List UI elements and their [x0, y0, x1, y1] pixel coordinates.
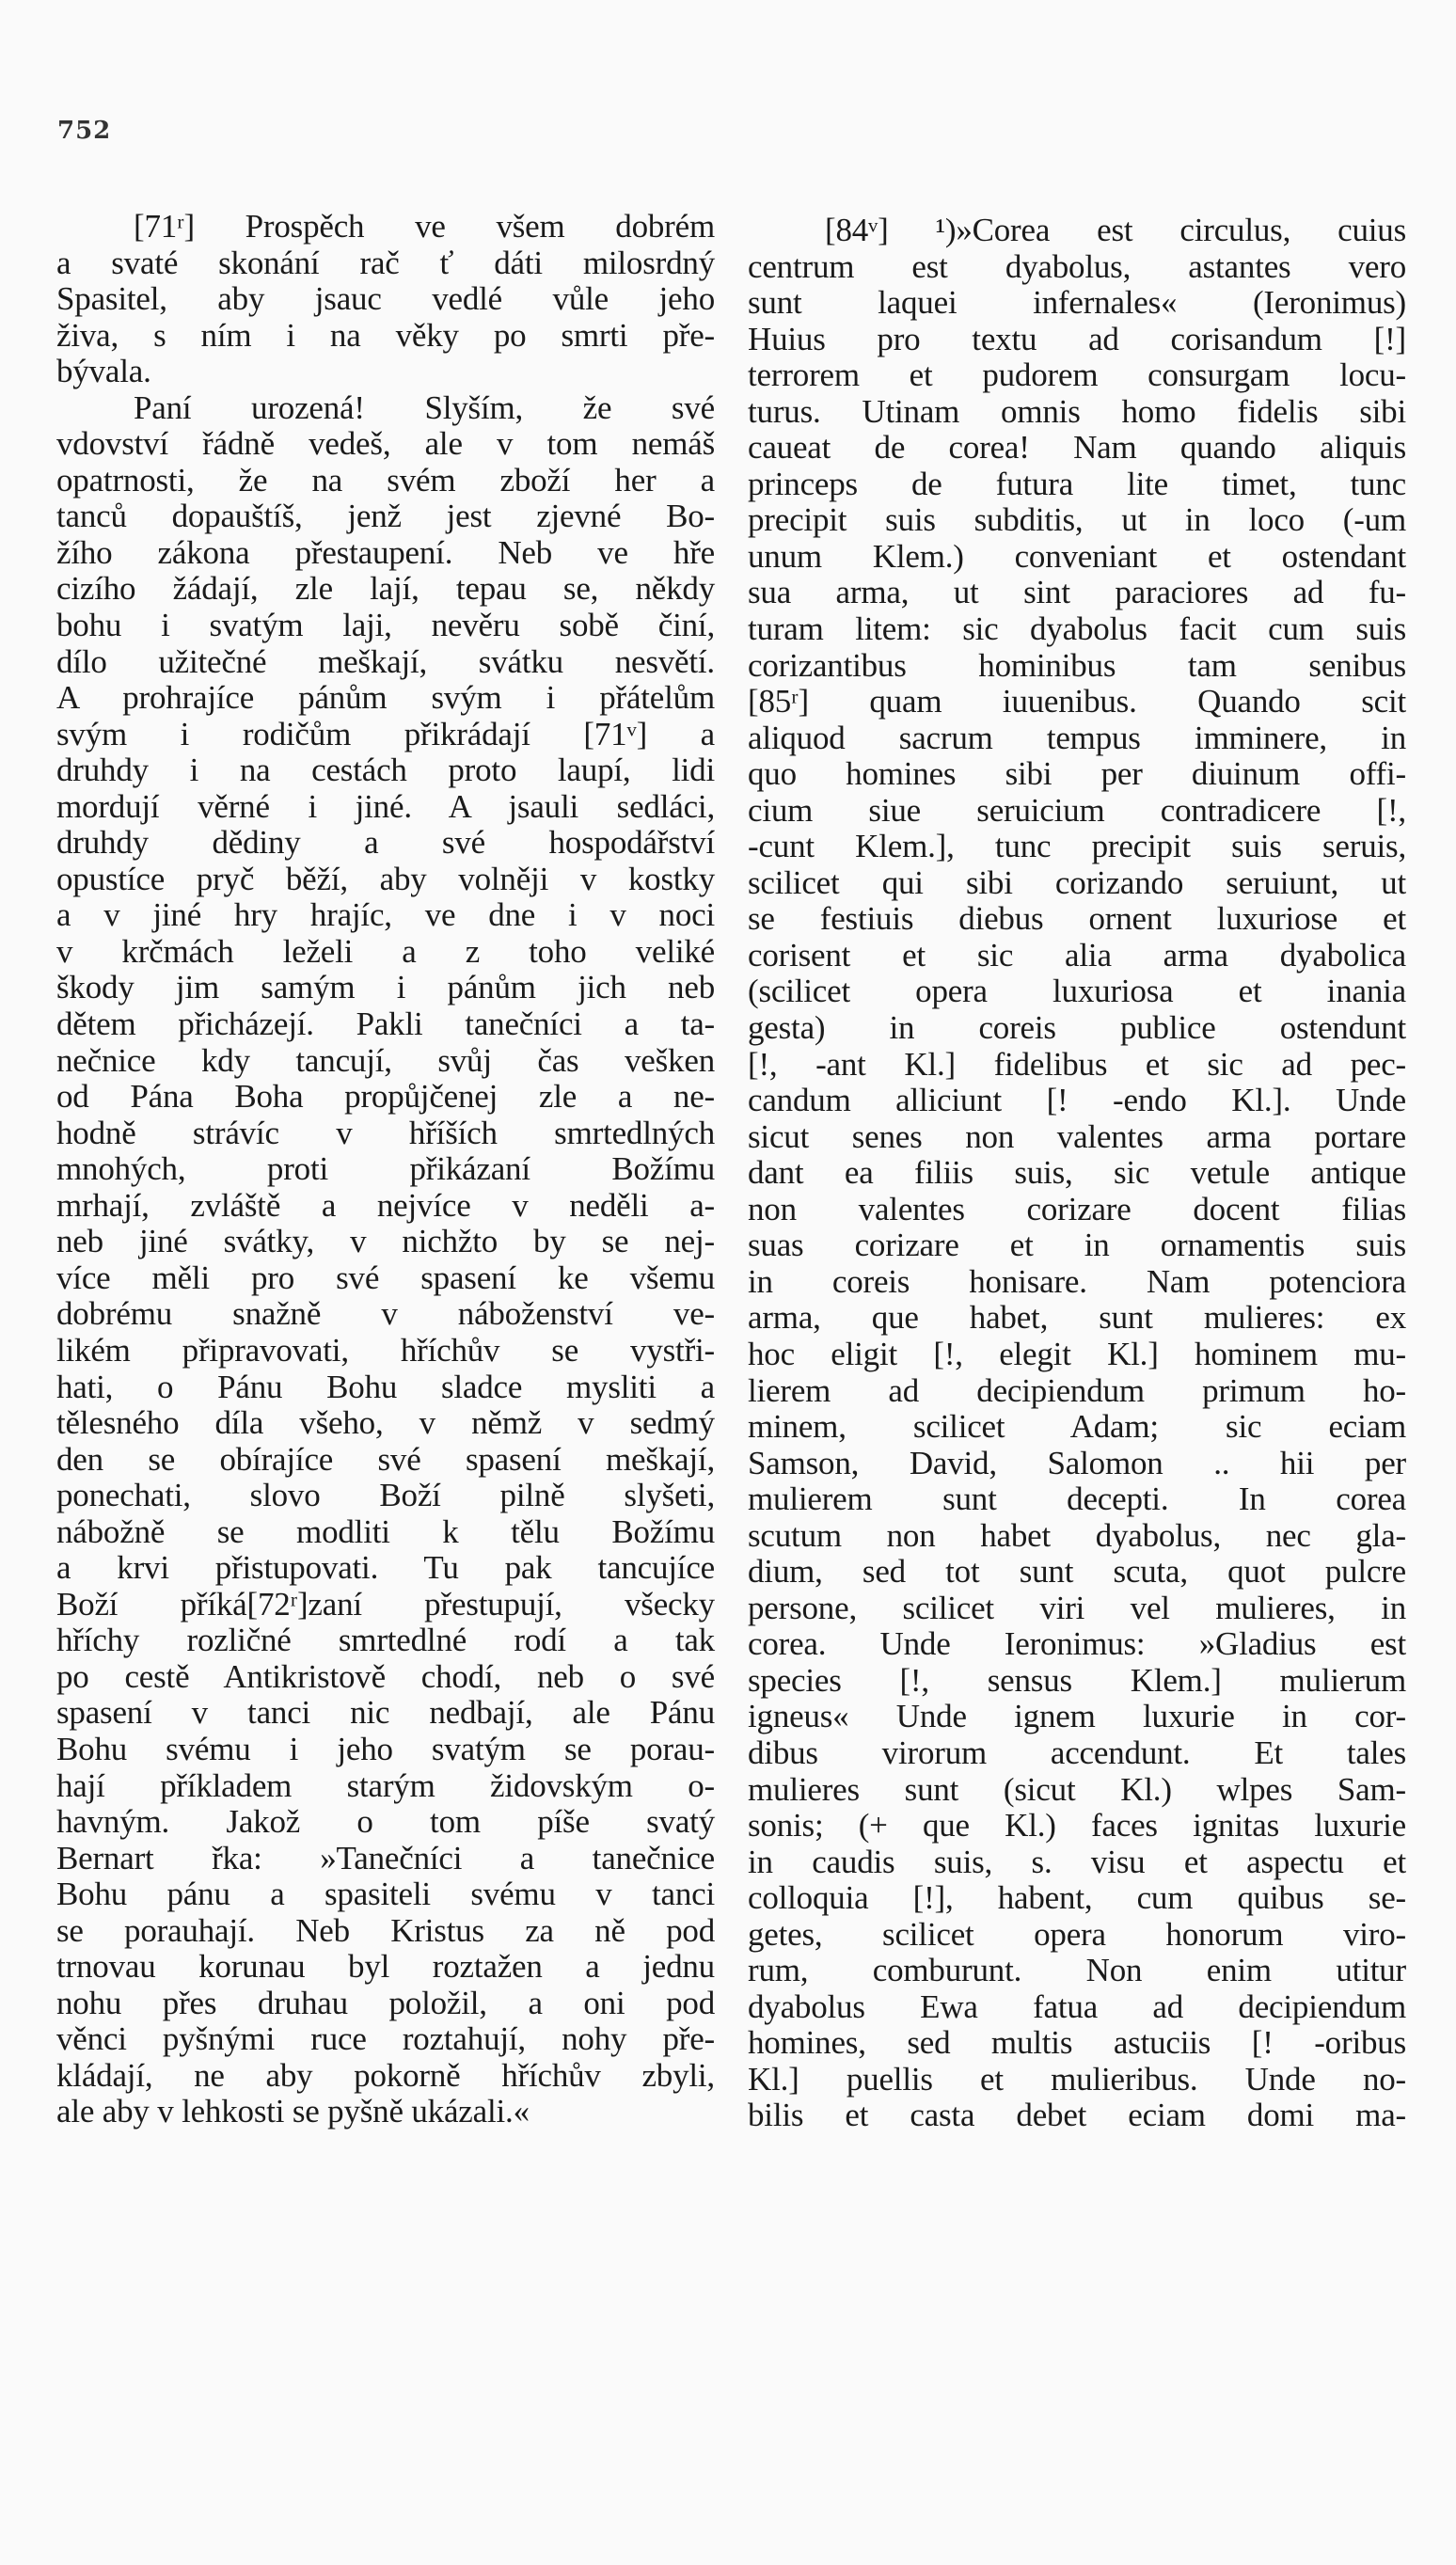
text-line: mulierem sunt decepti. In corea	[748, 1480, 1406, 1518]
text-line: Paní urozená! Slyším, že své	[134, 388, 715, 426]
text-line: mrhají, zvláště a nejvíce v neděli a-	[56, 1186, 715, 1224]
text-line: hoc eligit [!, elegit Kl.] hominem mu-	[748, 1335, 1406, 1372]
text-line: věnci pyšnými ruce roztahují, nohy pře-	[56, 2020, 715, 2058]
text-line: gesta) in coreis publice ostendunt	[748, 1009, 1406, 1047]
text-line: aliquod sacrum tempus imminere, in	[748, 719, 1406, 756]
text-line: centrum est dyabolus, astantes vero	[748, 247, 1406, 285]
text-line: a svaté skonání rač ť dáti milosrdný	[56, 244, 715, 281]
text-line: sua arma, ut sint paraciores ad fu-	[748, 574, 1406, 611]
left-column-czech-text	[56, 209, 715, 2130]
text-line: likém připravovati, hříchův se vystři-	[56, 1331, 715, 1369]
text-line: dobrému snažně v náboženství ve-	[56, 1295, 715, 1333]
text-line: precipit suis subditis, ut in loco (-um	[748, 501, 1406, 539]
text-line: sonis; (+ que Kl.) faces ignitas luxurie	[748, 1807, 1406, 1845]
text-line: arma, que habet, sunt mulieres: ex	[748, 1299, 1406, 1337]
text-line: nečnice kdy tancují, svůj čas vešken	[56, 1041, 715, 1079]
text-line: tělesného díla všeho, v němž v sedmý	[56, 1404, 715, 1442]
text-line: žího zákona přestaupení. Neb ve hře	[56, 533, 715, 571]
text-line: dibus virorum accendunt. Et tales	[748, 1734, 1406, 1771]
text-line: spasení v tanci nic nedbají, ale Pánu	[56, 1694, 715, 1732]
text-line: opatrnosti, že na svém zboží her a	[56, 461, 715, 499]
text-line: turam litem: sic dyabolus facit cum suis	[748, 610, 1406, 648]
text-line: tanců dopauštíš, jenž jest zjevné Bo-	[56, 498, 715, 535]
text-line: Huius pro textu ad corisandum [!]	[748, 320, 1406, 357]
text-line: sicut senes non valentes arma portare	[748, 1117, 1406, 1155]
text-line: Bohu svému i jeho svatým se porau-	[56, 1730, 715, 1767]
text-line: nohu přes druhau položil, a oni pod	[56, 1984, 715, 2021]
text-line: species [!, sensus Klem.] mulierum	[748, 1661, 1406, 1699]
text-line: [71ʳ] Prospěch ve všem dobrém	[134, 208, 715, 245]
text-line: quo homines sibi per diuinum offi-	[748, 755, 1406, 793]
text-line: živa, s ním i na věky po smrti pře-	[56, 316, 715, 354]
text-line: dílo užitečné meškají, svátku nesvětí.	[56, 642, 715, 680]
text-line: den se obírajíce své spasení meškají,	[56, 1440, 715, 1478]
page-number: 752	[57, 117, 112, 145]
text-line: Boží příká[72ʳ]zaní přestupují, všecky	[56, 1585, 715, 1623]
text-line: [85ʳ] quam iuuenibus. Quando scit	[748, 683, 1406, 720]
text-line: sunt laquei infernales« (Ieronimus)	[748, 284, 1406, 322]
text-line: rum, comburunt. Non enim utitur	[748, 1952, 1406, 1989]
text-line: druhdy dědiny a své hospodářství	[56, 824, 715, 862]
text-line: hodně strávíc v hříších smrtedlných	[56, 1114, 715, 1151]
text-line: corea. Unde Ieronimus: »Gladius est	[748, 1625, 1406, 1663]
text-line: in caudis suis, s. visu et aspectu et	[748, 1843, 1406, 1880]
text-line: havným. Jakož o tom píše svatý	[56, 1803, 715, 1841]
text-line: opustíce pryč běží, aby volněji v kostky	[56, 860, 715, 897]
text-line: corizantibus hominibus tam senibus	[748, 646, 1406, 684]
text-line: dyabolus Ewa fatua ad decipiendum	[748, 1987, 1406, 2025]
text-line: [!, -ant Kl.] fidelibus et sic ad pec-	[748, 1045, 1406, 1083]
right-column-latin-text	[748, 213, 1406, 2134]
text-line: dant ea filiis suis, sic vetule antique	[748, 1154, 1406, 1192]
text-line: getes, scilicet opera honorum viro-	[748, 1915, 1406, 1953]
text-line: suas corizare et in ornamentis suis	[748, 1227, 1406, 1264]
text-line: caueat de corea! Nam quando aliquis	[748, 429, 1406, 467]
text-line: cizího žádají, zle lají, tepau se, někdy	[56, 570, 715, 608]
text-line: a krvi přistupovati. Tu pak tancujíce	[56, 1549, 715, 1587]
text-line: mulieres sunt (sicut Kl.) wlpes Sam-	[748, 1770, 1406, 1808]
text-line: Samson, David, Salomon .. hii per	[748, 1444, 1406, 1481]
text-line: od Pána Boha propůjčenej zle a ne-	[56, 1078, 715, 1116]
text-line: Bernart řka: »Tanečníci a tanečnice	[56, 1839, 715, 1876]
text-line: princeps de futura lite timet, tunc	[748, 465, 1406, 502]
text-line: Kl.] puellis et mulieribus. Unde no-	[748, 2060, 1406, 2098]
text-line: colloquia [!], habent, cum quibus se-	[748, 1879, 1406, 1917]
text-line: homines, sed multis astuciis [! -oribus	[748, 2024, 1406, 2062]
text-line: Spasitel, aby jsauc vedlé vůle jeho	[56, 280, 715, 318]
text-line: [84ᵛ] ¹)»Corea est circulus, cuius	[825, 212, 1406, 248]
text-line: ponechati, slovo Boží pilně slyšeti,	[56, 1477, 715, 1514]
text-line: turus. Utinam omnis homo fidelis sibi	[748, 392, 1406, 430]
text-line: corisent et sic alia arma dyabolica	[748, 936, 1406, 974]
text-line: persone, scilicet viri vel mulieres, in	[748, 1589, 1406, 1626]
text-line: více měli pro své spasení ke všemu	[56, 1259, 715, 1296]
text-line: minem, scilicet Adam; sic eciam	[748, 1408, 1406, 1446]
text-line: hati, o Pánu Bohu sladce mysliti a	[56, 1368, 715, 1405]
text-line: kládají, ne aby pokorně hříchův zbyli,	[56, 2056, 715, 2094]
text-line: po cestě Antikristově chodí, neb o své	[56, 1657, 715, 1695]
text-line: mnohých, proti přikázaní Božímu	[56, 1150, 715, 1188]
text-line: in coreis honisare. Nam potenciora	[748, 1262, 1406, 1300]
text-line: terrorem et pudorem consurgam locu-	[748, 356, 1406, 394]
text-line: mordují věrné i jiné. A jsauli sedláci,	[56, 787, 715, 825]
text-line: candum alliciunt [! -endo Kl.]. Unde	[748, 1082, 1406, 1119]
text-line: bohu i svatým laji, nevěru sobě činí,	[56, 607, 715, 644]
text-line: trnovau korunau byl roztažen a jednu	[56, 1948, 715, 1986]
text-line: hříchy rozličné smrtedlné rodí a tak	[56, 1622, 715, 1659]
text-line: scutum non habet dyabolus, nec gla-	[748, 1516, 1406, 1554]
text-line: -cunt Klem.], tunc precipit suis seruis,	[748, 828, 1406, 865]
text-line: scilicet qui sibi corizando seruiunt, ut	[748, 863, 1406, 901]
text-line: igneus« Unde ignem luxurie in cor-	[748, 1698, 1406, 1735]
text-line: se festiuis diebus ornent luxuriose et	[748, 900, 1406, 938]
text-line: se porauhají. Neb Kristus za ně pod	[56, 1911, 715, 1949]
text-line: dium, sed tot sunt scuta, quot pulcre	[748, 1553, 1406, 1591]
text-line: A prohrajíce pánům svým i přátelům	[56, 679, 715, 717]
text-line: (scilicet opera luxuriosa et inania	[748, 973, 1406, 1010]
text-line: Bohu pánu a spasiteli svému v tanci	[56, 1876, 715, 1913]
text-line: bývala.	[56, 353, 151, 390]
text-line: svým i rodičům přikrádají [71ᵛ] a	[56, 715, 715, 752]
text-line: ale aby v lehkosti se pyšně ukázali.«	[56, 2093, 530, 2130]
text-line: non valentes corizare docent filias	[748, 1190, 1406, 1227]
text-line: a v jiné hry hrajíc, ve dne i v noci	[56, 896, 715, 934]
text-line: cium siue seruicium contradicere [!,	[748, 791, 1406, 829]
text-line: dětem přicházejí. Pakli tanečníci a ta-	[56, 1005, 715, 1043]
text-line: unum Klem.) conveniant et ostendant	[748, 537, 1406, 575]
text-line: lierem ad decipiendum primum ho-	[748, 1371, 1406, 1409]
text-line: druhdy i na cestách proto laupí, lidi	[56, 752, 715, 789]
text-line: hají příkladem starým židovským o-	[56, 1766, 715, 1804]
text-line: bilis et casta debet eciam domi ma-	[748, 2097, 1406, 2134]
text-line: neb jiné svátky, v nichžto by se nej-	[56, 1223, 715, 1260]
text-line: v krčmách leželi a z toho veliké	[56, 932, 715, 970]
text-line: škody jim samým i pánům jich neb	[56, 969, 715, 1006]
text-line: nábožně se modliti k tělu Božímu	[56, 1512, 715, 1550]
text-line: vdovství řádně vedeš, ale v tom nemáš	[56, 425, 715, 463]
